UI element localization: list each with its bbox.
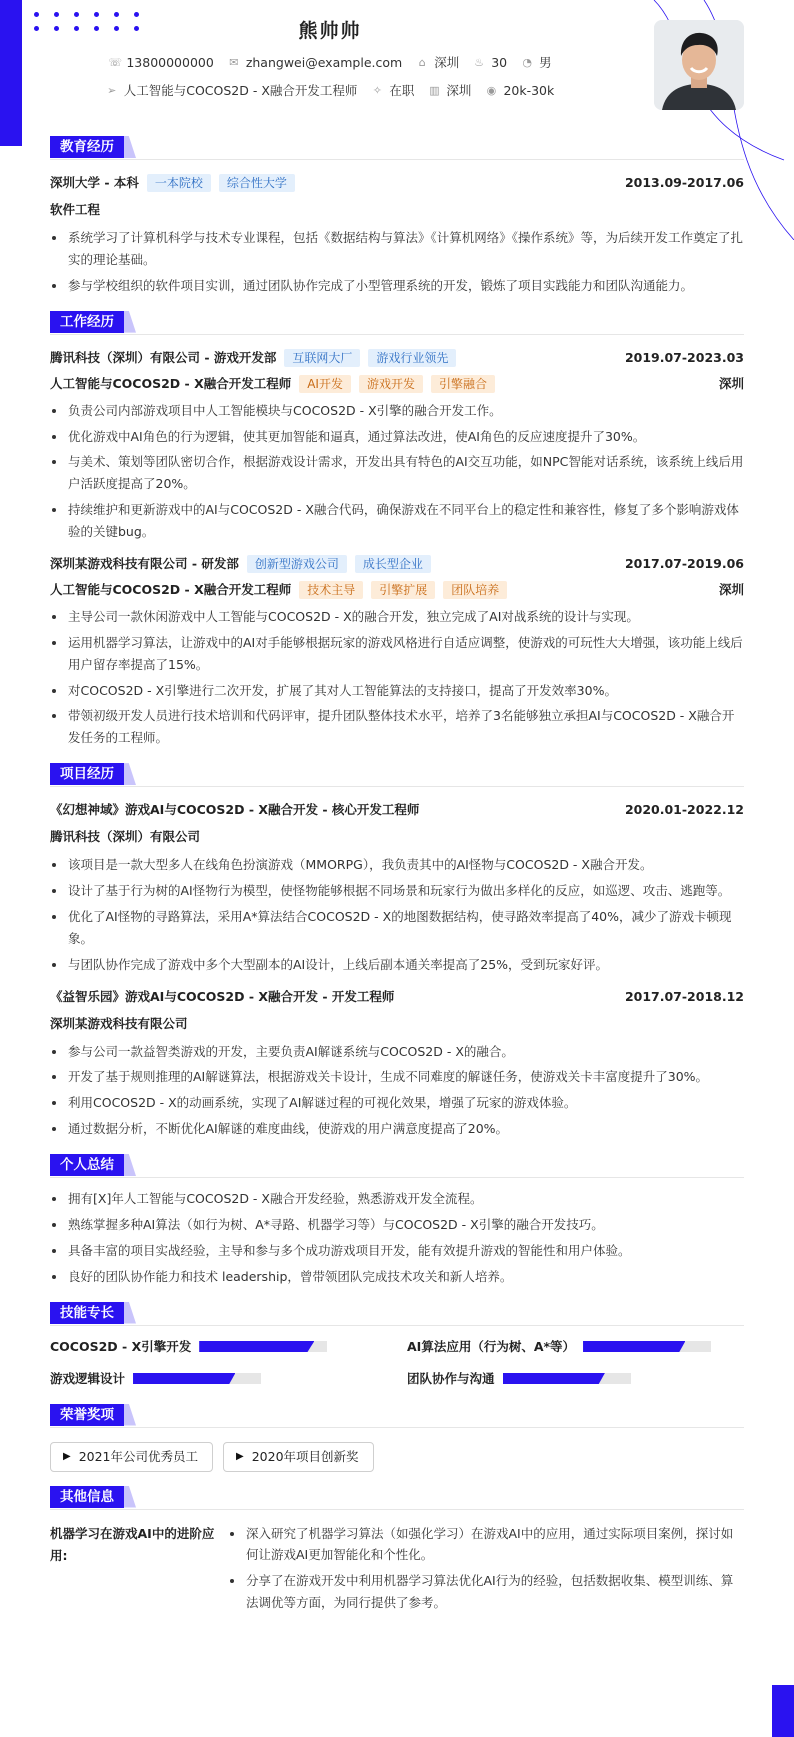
- projects-header: [50, 763, 744, 787]
- list-item: 与团队协作完成了游戏中多个大型副本的AI设计，上线后副本通关率提高了25%，受到玩家好评。: [50, 954, 744, 976]
- list-item: 利用COCOS2D - X的动画系统，实现了AI解谜过程的可视化效果，增强了玩家的游戏体验。: [50, 1092, 744, 1114]
- role-left: [50, 371, 495, 397]
- skills-section: [50, 1302, 744, 1390]
- section-title: 工作经历: [50, 311, 124, 333]
- section-title: 技能专长: [50, 1302, 124, 1324]
- skill-name: 团队协作与沟通: [407, 1370, 495, 1386]
- company-tag: 互联网大厂: [284, 349, 360, 367]
- skill-item: [50, 1336, 387, 1358]
- other-bullets: [228, 1520, 744, 1619]
- company-tag: 创新型游戏公司: [247, 555, 347, 573]
- role-name: 人工智能与COCOS2D - X融合开发工程师: [50, 375, 292, 391]
- target-city-item: [428, 80, 471, 102]
- other-section: [50, 1486, 744, 1619]
- company-name: 腾讯科技（深圳）有限公司 - 游戏开发部: [50, 349, 277, 365]
- skill-item: [50, 1368, 387, 1390]
- project-bullets: [50, 854, 744, 975]
- role-tag: 引擎融合: [431, 375, 495, 393]
- skills-grid: [50, 1336, 744, 1390]
- work-city: 深圳: [718, 581, 744, 597]
- skill-bar-fill: [503, 1373, 605, 1384]
- list-item: 具备丰富的项目实战经验，主导和参与多个成功游戏项目开发，能有效提升游戏的智能性和用户体验。: [50, 1240, 744, 1262]
- play-icon: ▶: [63, 1450, 71, 1462]
- city-value: 深圳: [434, 55, 460, 70]
- phone-item: [108, 52, 213, 74]
- work-section: [50, 311, 744, 750]
- company-name: 深圳某游戏科技有限公司 - 研发部: [50, 555, 239, 571]
- work-bullets: [50, 400, 744, 543]
- role-name: 人工智能与COCOS2D - X融合开发工程师: [50, 581, 292, 597]
- candidate-name: 熊帅帅: [298, 20, 362, 42]
- avatar-portrait: [654, 20, 744, 110]
- job-intent-row: [0, 80, 660, 102]
- email-value: zhangwei@example.com: [245, 55, 403, 70]
- list-item: 良好的团队协作能力和技术 leadership，曾带领团队完成技术攻关和新人培养。: [50, 1266, 744, 1288]
- skills-header: [50, 1302, 744, 1326]
- company-tag: 游戏行业领先: [368, 349, 456, 367]
- phone-value: 13800000000: [126, 55, 214, 70]
- status-value: 在职: [389, 83, 415, 98]
- email-item: [228, 52, 402, 74]
- work-header: [50, 311, 744, 335]
- section-title: 其他信息: [50, 1486, 124, 1508]
- skill-name: AI算法应用（行为树、A*等）: [407, 1338, 576, 1354]
- education-header: [50, 136, 744, 160]
- skill-bar-fill: [583, 1341, 685, 1352]
- list-item: 参与公司一款益智类游戏的开发，主要负责AI解谜系统与COCOS2D - X的融合。: [50, 1041, 744, 1063]
- list-item: 优化了AI怪物的寻路算法，采用A*算法结合COCOS2D - X的地图数据结构，使寻路效率提高了40%，减少了游戏卡顿现象。: [50, 906, 744, 950]
- project-period: 2017.07-2018.12: [624, 988, 744, 1004]
- work-period: 2017.07-2019.06: [624, 555, 744, 571]
- list-item: 主导公司一款休闲游戏中人工智能与COCOS2D - X的融合开发，独立完成了AI对战系统的设计与实现。: [50, 606, 744, 628]
- gender-value: 男: [539, 55, 552, 70]
- award-item: [50, 1442, 213, 1472]
- project-title-line: [50, 797, 744, 823]
- school-tag: 一本院校: [147, 174, 211, 192]
- skill-bar: [199, 1341, 327, 1352]
- role-tag: 游戏开发: [359, 375, 423, 393]
- skill-bar: [133, 1373, 261, 1384]
- list-item: 与美术、策划等团队密切合作，根据游戏设计需求，开发出具有特色的AI交互功能，如NPC智能对话系统，该系统上线后用户活跃度提高了20%。: [50, 451, 744, 495]
- award-name: 2020年项目创新奖: [251, 1448, 359, 1464]
- project-title: 《幻想神域》游戏AI与COCOS2D - X融合开发 - 核心开发工程师: [50, 802, 420, 818]
- list-item: 分享了在游戏开发中利用机器学习算法优化AI行为的经验，包括数据收集、模型训练、算法调优等方面，为同行提供了参考。: [228, 1570, 744, 1614]
- major-name: 软件工程: [50, 202, 101, 217]
- awards-list: [50, 1438, 744, 1472]
- profile-photo: [654, 20, 744, 110]
- other-entry: [50, 1520, 744, 1619]
- skill-bar-fill: [133, 1373, 235, 1384]
- list-item: 深入研究了机器学习算法（如强化学习）在游戏AI中的应用，通过实际项目案例，探讨如何让游戏AI更加智能化和个性化。: [228, 1523, 744, 1567]
- role-line: [50, 371, 744, 397]
- project-title-line: [50, 984, 744, 1010]
- school-line: [50, 170, 295, 196]
- role-line: [50, 577, 744, 603]
- section-title: 个人总结: [50, 1154, 124, 1176]
- resume-body: [50, 136, 744, 1632]
- projects-section: [50, 763, 744, 1140]
- work-city: 深圳: [718, 375, 744, 391]
- summary-bullets: [50, 1188, 744, 1288]
- company-line: [50, 345, 744, 371]
- awards-header: [50, 1404, 744, 1428]
- award-name: 2021年公司优秀员工: [78, 1448, 199, 1464]
- gender-item: [521, 52, 552, 74]
- company-tag: 成长型企业: [355, 555, 431, 573]
- list-item: 设计了基于行为树的AI怪物行为模型，使怪物能够根据不同场景和玩家行为做出多样化的反应，如巡逻、攻击、逃跑等。: [50, 880, 744, 902]
- list-item: 对COCOS2D - X引擎进行二次开发，扩展了其对人工智能算法的支持接口，提高了开发效率30%。: [50, 680, 744, 702]
- project-bullets: [50, 1041, 744, 1141]
- coin-icon: ◉: [486, 84, 497, 97]
- project-company: 深圳某游戏科技有限公司: [50, 1015, 188, 1031]
- project-period: 2020.01-2022.12: [624, 802, 744, 818]
- mail-icon: ✉: [229, 56, 239, 69]
- school-name: 深圳大学 - 本科: [50, 175, 139, 190]
- position-item: [106, 80, 358, 102]
- company-left: [50, 345, 456, 371]
- send-icon: ➢: [107, 84, 117, 97]
- skill-name: COCOS2D - X引擎开发: [50, 1338, 192, 1354]
- home-icon: ⌂: [418, 56, 426, 69]
- other-label: 机器学习在游戏AI中的进阶应用:: [50, 1525, 215, 1563]
- skill-item: [407, 1368, 744, 1390]
- list-item: 参与学校组织的软件项目实训，通过团队协作完成了小型管理系统的开发，锻炼了项目实践能力和团队沟通能力。: [50, 275, 744, 297]
- role-tag: 引擎扩展: [371, 581, 435, 599]
- education-entry-header: [50, 170, 744, 196]
- role-tag: AI开发: [299, 375, 351, 393]
- section-title: 教育经历: [50, 136, 124, 158]
- list-item: 系统学习了计算机科学与技术专业课程，包括《数据结构与算法》《计算机网络》《操作系统》等，为后续开发工作奠定了扎实的理论基础。: [50, 227, 744, 271]
- salary-value: 20k-30k: [503, 83, 555, 98]
- list-item: 负责公司内部游戏项目中人工智能模块与COCOS2D - X引擎的融合开发工作。: [50, 400, 744, 422]
- education-period: 2013.09-2017.06: [624, 175, 744, 190]
- project-company: 腾讯科技（深圳）有限公司: [50, 829, 201, 845]
- age-value: 30: [491, 55, 508, 70]
- resume-header: [0, 16, 660, 102]
- project-entry: [50, 797, 744, 975]
- work-bullets: [50, 606, 744, 749]
- role-left: [50, 577, 507, 603]
- summary-header: [50, 1154, 744, 1178]
- list-item: 熟练掌握多种AI算法（如行为树、A*寻路、机器学习等）与COCOS2D - X引擎的融合开发技巧。: [50, 1214, 744, 1236]
- award-item: [223, 1442, 374, 1472]
- skill-item: [407, 1336, 744, 1358]
- work-entry: [50, 551, 744, 749]
- phone-icon: ☏: [108, 56, 123, 69]
- salary-item: [485, 80, 554, 102]
- target-city-value: 深圳: [446, 83, 472, 98]
- work-entry: [50, 345, 744, 543]
- school-tag: 综合性大学: [219, 174, 295, 192]
- skill-bar: [583, 1341, 711, 1352]
- status-icon: ✧: [372, 84, 383, 97]
- summary-section: [50, 1154, 744, 1288]
- list-item: 开发了基于规则推理的AI解谜算法，根据游戏关卡设计，生成不同难度的解谜任务，使游戏关卡丰富度提升了30%。: [50, 1066, 744, 1088]
- section-title: 项目经历: [50, 763, 124, 785]
- project-entry: [50, 984, 744, 1141]
- skill-bar-fill: [199, 1341, 314, 1352]
- work-period: 2019.07-2023.03: [624, 349, 744, 365]
- play-icon: ▶: [236, 1450, 244, 1462]
- cake-icon: ♨: [474, 56, 485, 69]
- company-left: [50, 551, 431, 577]
- project-title: 《益智乐园》游戏AI与COCOS2D - X融合开发 - 开发工程师: [50, 988, 395, 1004]
- list-item: 拥有[X]年人工智能与COCOS2D - X融合开发经验，熟悉游戏开发全流程。: [50, 1188, 744, 1210]
- right-accent-bar: [772, 1685, 794, 1737]
- status-item: [371, 80, 414, 102]
- section-title: 荣誉奖项: [50, 1404, 124, 1426]
- education-bullets: [50, 227, 744, 297]
- skill-name: 游戏逻辑设计: [50, 1370, 126, 1386]
- list-item: 带领初级开发人员进行技术培训和代码评审，提升团队整体技术水平，培养了3名能够独立承担AI与COCOS2D - X融合开发任务的工程师。: [50, 705, 744, 749]
- list-item: 持续维护和更新游戏中的AI与COCOS2D - X融合代码，确保游戏在不同平台上的稳定性和兼容性，修复了多个影响游戏体验的关键bug。: [50, 499, 744, 543]
- list-item: 通过数据分析，不断优化AI解谜的难度曲线，使游戏的用户满意度提高了20%。: [50, 1118, 744, 1140]
- contact-row: [0, 52, 660, 74]
- list-item: 该项目是一款大型多人在线角色扮演游戏（MMORPG），我负责其中的AI怪物与COCOS2D - X融合开发。: [50, 854, 744, 876]
- awards-section: [50, 1404, 744, 1472]
- role-tag: 团队培养: [443, 581, 507, 599]
- role-tag: 技术主导: [299, 581, 363, 599]
- company-line: [50, 551, 744, 577]
- education-section: [50, 136, 744, 297]
- other-header: [50, 1486, 744, 1510]
- city-item: [416, 52, 459, 74]
- list-item: 运用机器学习算法，让游戏中的AI对手能够根据玩家的游戏风格进行自适应调整，使游戏的可玩性大大增强，该功能上线后用户留存率提高了15%。: [50, 632, 744, 676]
- building-icon: ▥: [429, 84, 440, 97]
- position-value: 人工智能与COCOS2D - X融合开发工程师: [123, 83, 358, 98]
- gender-icon: ◔: [522, 56, 532, 69]
- list-item: 优化游戏中AI角色的行为逻辑，使其更加智能和逼真，通过算法改进，使AI角色的反应速度提升了30%。: [50, 426, 744, 448]
- skill-bar: [503, 1373, 631, 1384]
- age-item: [473, 52, 507, 74]
